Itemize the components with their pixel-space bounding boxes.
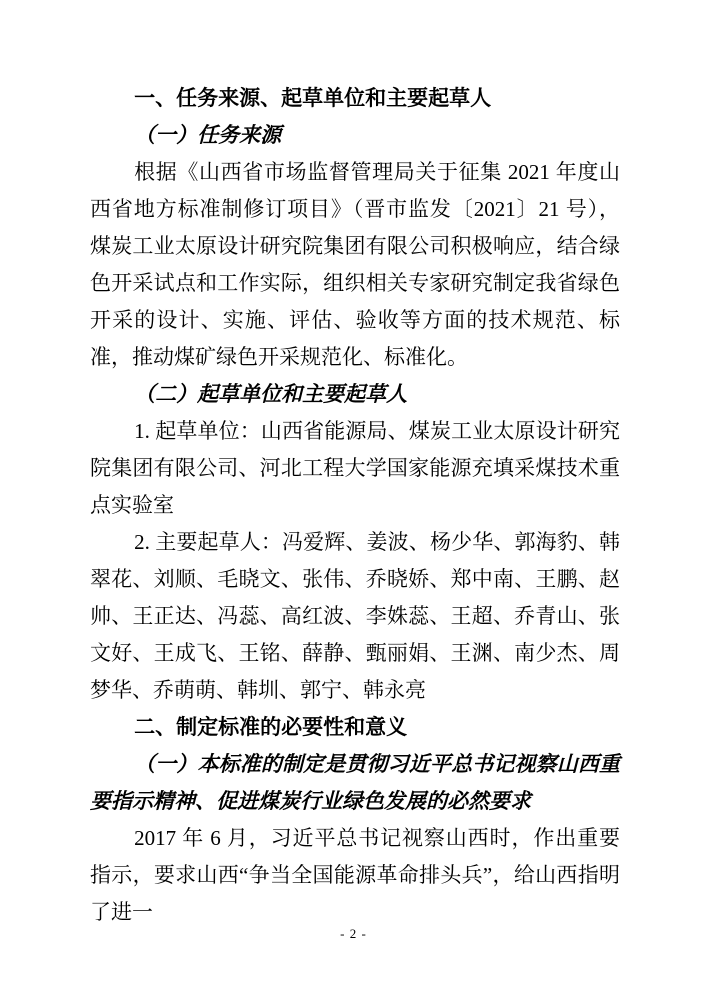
paragraph-main-drafters: 2. 主要起草人：冯爱辉、姜波、杨少华、郭海豹、韩翠花、刘顺、毛晓文、张伟、乔晓娇、郑中南、王鹏、赵帅、王正达、冯蕊、高红波、李姝蕊、王超、乔青山、张文好、王成飞、王铭、薛静、甄丽娟、王渊、南少杰、周梦华、乔萌萌、韩圳、郭宁、韩永亮 [90,530,620,702]
subsection-heading-necessity-reason: （一）本标准的制定是贯彻习近平总书记视察山西重要指示精神、促进煤炭行业绿色发展的必然要求 [90,752,620,813]
section-heading-task-source-units: 一、任务来源、起草单位和主要起草人 [134,87,492,110]
paragraph-task-source: 根据《山西省市场监督管理局关于征集 2021 年度山西省地方标准制修订项目》（晋市监发〔2021〕21 号），煤炭工业太原设计研究院集团有限公司积极响应，结合绿色开采试点和工作实际，组织相关专家研究制定我省绿色开采的设计、实施、评估、验收等方面的技术规范、标准，推动煤矿绿色开采规范化、标准化。 [90,160,620,369]
page-content [90,80,620,931]
subsection-heading-drafting-units: （二）起草单位和主要起草人 [134,382,408,406]
section-heading-necessity-significance: 二、制定标准的必要性和意义 [134,716,408,739]
subsection-heading-task-source: （一）任务来源 [134,123,282,147]
page-number: - 2 - [340,926,367,941]
paragraph-inspection-directive: 2017 年 6 月，习近平总书记视察山西时，作出重要指示，要求山西“争当全国能源革命排头兵”，给山西指明了进一 [90,826,620,924]
paragraph-drafting-units: 1. 起草单位：山西省能源局、煤炭工业太原设计研究院集团有限公司、河北工程大学国家能源充填采煤技术重点实验室 [90,419,620,517]
